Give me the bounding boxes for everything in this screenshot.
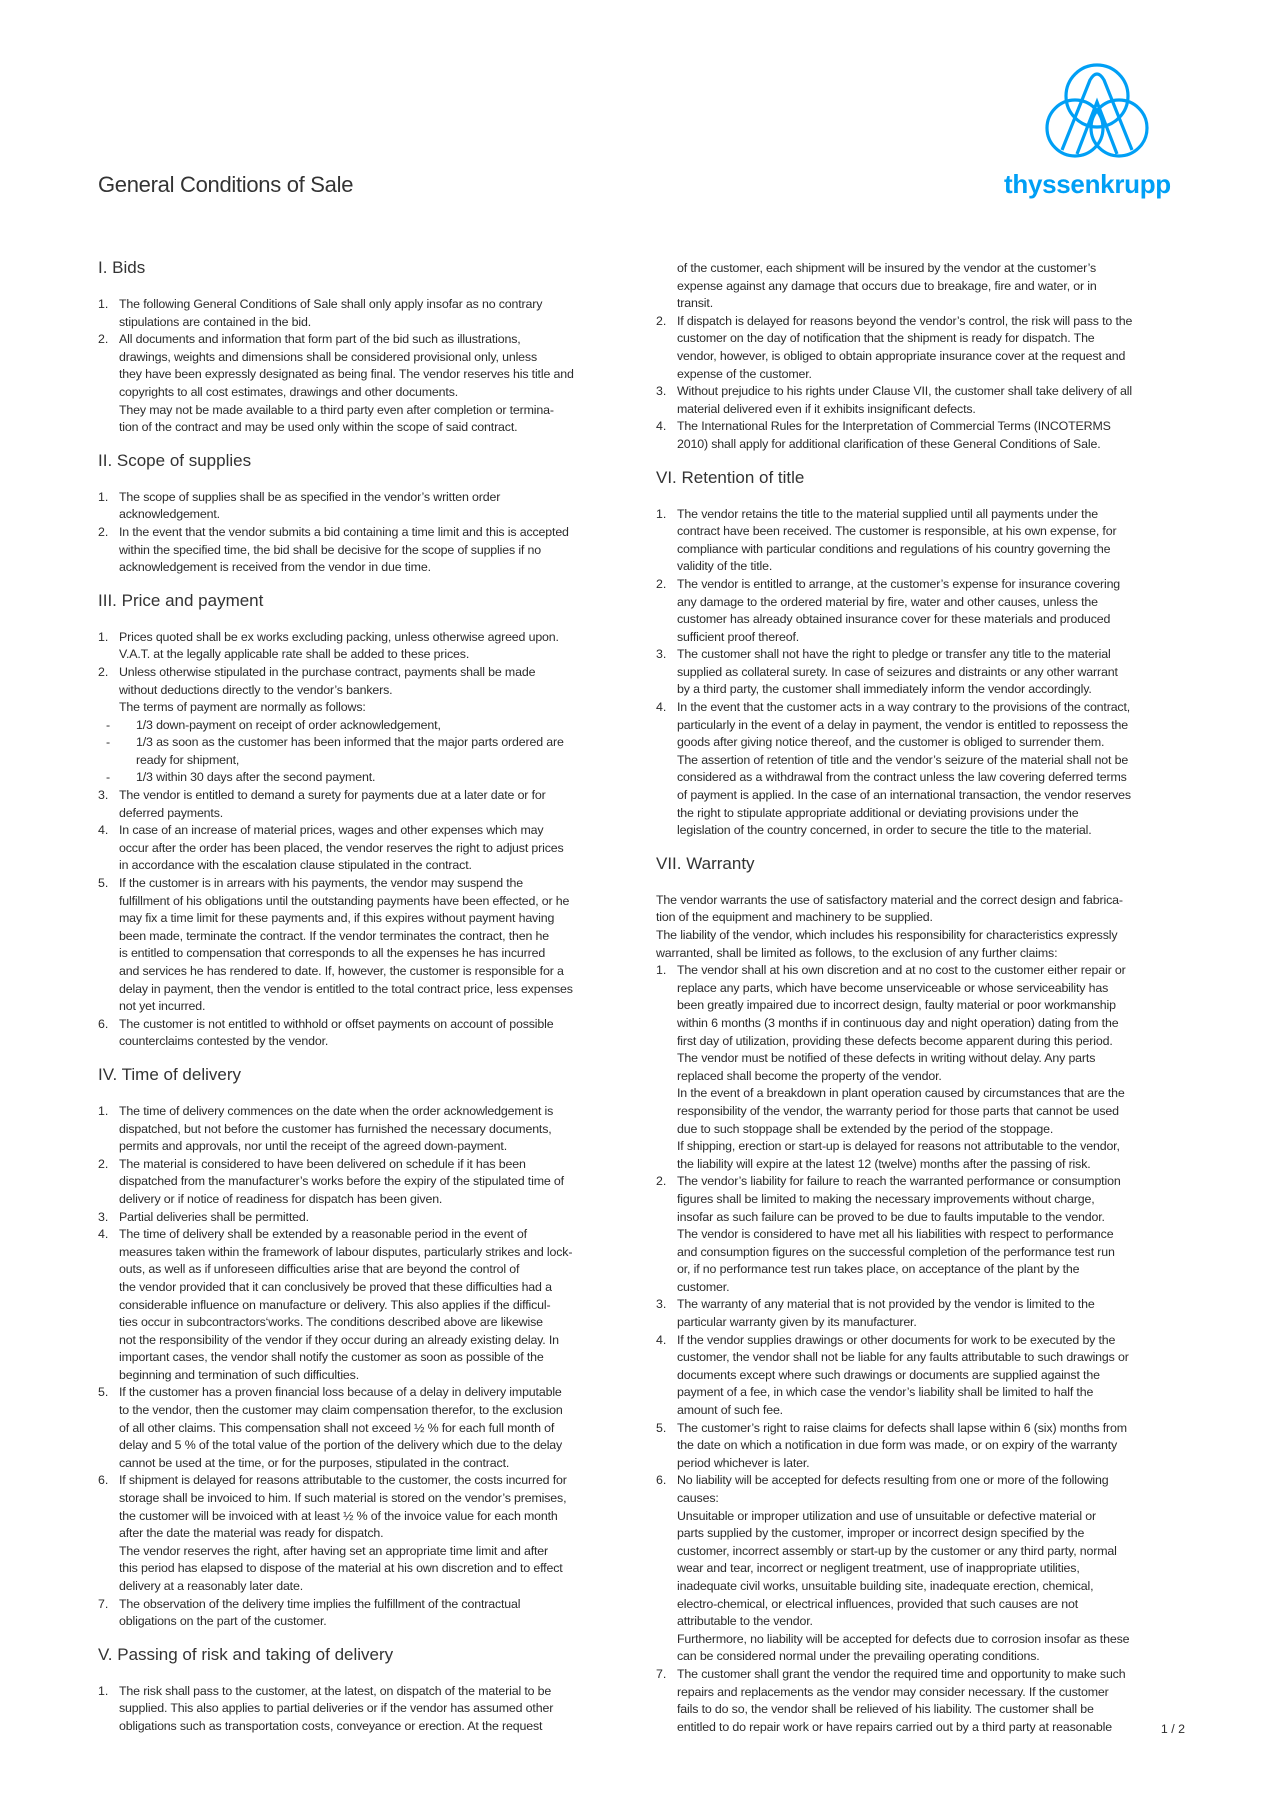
clause-number: 1. <box>98 297 109 311</box>
text-line: been greatly impaired due to incorrect design, faulty material or poor workmanship <box>677 998 1116 1013</box>
logo-wordmark: thyssenkrupp <box>1004 169 1171 199</box>
clause-number: 2. <box>656 576 667 591</box>
text-line: dispatched from the manufacturer’s works before the expiry of the stipulated time of <box>119 1174 564 1189</box>
text-line: They may not be made available to a third party even after completion or termina- <box>119 402 554 417</box>
numbered-clause <box>98 664 658 717</box>
text-line: The following General Conditions of Sale shall only apply insofar as no contrary <box>119 297 543 311</box>
text-line: electro-chemical, or electrical influences, provided that such causes are not <box>677 1596 1078 1611</box>
text-line: within 6 months (3 months if in continuous day and night operation) dating from the <box>677 1015 1119 1030</box>
clause-number: 1. <box>98 1103 109 1118</box>
text-line: ties occur in subcontractors‘works. The conditions described above are likewise <box>119 1315 543 1330</box>
text-line: in accordance with the escalation clause stipulated in the contract. <box>119 858 472 873</box>
numbered-clause <box>98 1384 658 1472</box>
text-line: not yet incurred. <box>119 999 206 1014</box>
text-line: validity of the title. <box>677 559 773 574</box>
bullet-dash: - <box>106 717 111 732</box>
bullet-dash: - <box>106 735 111 750</box>
clause-number: 4. <box>98 823 109 838</box>
clause-number: 1. <box>98 1683 109 1698</box>
text-line: and consumption figures on the successful completion of the performance test run <box>677 1244 1115 1259</box>
text-line: The International Rules for the Interpretation of Commercial Terms (INCOTERMS <box>677 419 1111 434</box>
text-line: The warranty of any material that is not provided by the vendor is limited to the <box>677 1297 1095 1312</box>
text-line: obligations on the part of the customer. <box>119 1614 327 1629</box>
text-line: outs, as well as if unforeseen difficulties arise that are beyond the control of <box>119 1262 520 1277</box>
text-line: Without prejudice to his rights under Clause VII, the customer shall take delivery of all <box>677 384 1132 399</box>
text-line: parts supplied by the customer, improper or incorrect design specified by the <box>677 1526 1085 1541</box>
text-line: may fix a time limit for these payments and, if this expires without payment having <box>119 911 555 926</box>
clause-number: 6. <box>98 1473 109 1488</box>
sub-list-item <box>98 734 658 769</box>
text-line: vendor, however, is obliged to obtain appropriate insurance cover at the request and <box>677 348 1126 363</box>
text-line: 2010) shall apply for additional clarification of these General Conditions of Sale. <box>677 436 1101 451</box>
text-line: attributable to the vendor. <box>677 1614 813 1629</box>
text-line: No liability will be accepted for defects resulting from one or more of the following <box>677 1473 1109 1488</box>
text-line: The vendor retains the title to the material supplied until all payments under the <box>677 506 1098 521</box>
numbered-clause <box>98 296 658 331</box>
text-line: The customer is not entitled to withhold or offset payments on account of possible <box>119 1016 554 1031</box>
numbered-clause <box>656 576 1216 646</box>
text-line: any damage to the ordered material by fire, water and other causes, unless the <box>677 594 1098 609</box>
numbered-clause <box>98 822 658 875</box>
text-line: considerable influence on manufacture or delivery. This also applies if the difficul- <box>119 1297 551 1312</box>
text-line: payment of a fee, in which case the vendor’s liability shall be limited to half the <box>677 1385 1094 1400</box>
text-line: within the specified time, the bid shall be decisive for the scope of supplies if no <box>119 542 542 557</box>
text-line: warranted, shall be limited as follows, to the exclusion of any further claims: <box>656 945 1058 960</box>
numbered-clause <box>98 1103 658 1156</box>
text-line: compliance with particular conditions and regulations of his country governing the <box>677 541 1111 556</box>
clause-number: 1. <box>98 629 109 644</box>
numbered-clause <box>98 1226 658 1384</box>
text-line: permits and approvals, nor until the receipt of the agreed down-payment. <box>119 1139 507 1154</box>
text-line: and services he has rendered to date. If, however, the customer is responsible for a <box>119 964 564 978</box>
text-line: the liability will expire at the latest 12 (twelve) months after the passing of risk. <box>677 1156 1091 1171</box>
text-line: of the customer, each shipment will be insured by the vendor at the customer’s <box>677 261 1096 275</box>
text-line: documents except where such drawings or documents are supplied against the <box>677 1367 1100 1382</box>
numbered-clause <box>656 1296 1216 1331</box>
text-line: is entitled to compensation that corresponds to all the expenses he has incurred <box>119 946 546 961</box>
clause-number: 7. <box>98 1596 109 1611</box>
text-line: The time of delivery shall be extended by a reasonable period in the event of <box>119 1227 527 1242</box>
text-line: The vendor must be notified of these defects in writing without delay. Any parts <box>677 1051 1096 1066</box>
text-line: important cases, the vendor shall notify the customer as soon as possible of the <box>119 1350 544 1365</box>
text-line: V.A.T. at the legally applicable rate shall be added to these prices. <box>119 647 470 662</box>
text-line: copyrights to all cost estimates, drawings and other documents. <box>119 384 459 399</box>
text-line: customer. <box>677 1279 730 1294</box>
text-line: customer, the vendor shall not be liable for any faults attributable to such drawings or <box>677 1350 1129 1365</box>
text-line: The liability of the vendor, which includes his responsibility for characteristics expressly <box>656 928 1118 942</box>
text-line: due to such stoppage shall be extended by the period of the stoppage. <box>677 1121 1054 1136</box>
numbered-clause <box>656 260 1216 313</box>
text-line: In the event that the vendor submits a bid containing a time limit and this is accepted <box>119 524 569 539</box>
text-line: The vendor shall at his own discretion and at no cost to the customer either repair or <box>677 963 1126 978</box>
text-line: considered as a withdrawal from the contract unless the law covering deferred terms <box>677 770 1127 785</box>
text-line: The vendor is considered to have met all his liabilities with respect to performance <box>677 1227 1114 1242</box>
numbered-clause <box>656 506 1216 576</box>
clause-number: 3. <box>98 1209 109 1224</box>
text-line: responsibility of the vendor, the warranty period for those parts that cannot be used <box>677 1103 1119 1118</box>
text-line: The customer shall grant the vendor the required time and opportunity to make such <box>677 1666 1126 1681</box>
text-line: goods after giving notice thereof, and the customer is obliged to surrender them. <box>677 735 1105 750</box>
clause-number: 5. <box>98 1385 109 1400</box>
clause-number: 3. <box>98 788 109 803</box>
section-heading: II. Scope of supplies <box>98 450 252 470</box>
numbered-clause <box>98 1596 658 1631</box>
bullet-dash: - <box>106 770 111 785</box>
text-line: 1/3 within 30 days after the second payment. <box>136 770 376 785</box>
text-line: acknowledgement. <box>119 507 220 522</box>
text-line: customer has already obtained insurance cover for these materials and produced <box>677 612 1111 627</box>
text-line: been made, terminate the contract. If the vendor terminates the contract, then he <box>119 928 550 943</box>
text-line: Furthermore, no liability will be accepted for defects due to corrosion insofar as these <box>677 1631 1130 1646</box>
numbered-clause <box>656 383 1216 418</box>
text-line: In the event of a breakdown in plant operation caused by circumstances that are the <box>677 1086 1125 1101</box>
text-line: figures shall be limited to making the necessary improvements without charge, <box>677 1191 1095 1206</box>
text-line: dispatched, but not before the customer has furnished the necessary documents, <box>119 1121 552 1136</box>
clause-number: 4. <box>656 700 667 715</box>
text-line: by a third party, the customer shall immediately inform the vendor accordingly. <box>677 682 1092 697</box>
clause-number: 5. <box>656 1420 667 1435</box>
text-line: The customer shall not have the right to pledge or transfer any title to the material <box>677 647 1111 662</box>
section-heading: III. Price and payment <box>98 590 264 610</box>
text-line: delivery or if notice of readiness for dispatch has been given. <box>119 1191 443 1206</box>
numbered-clause <box>98 1209 658 1227</box>
numbered-clause <box>98 1156 658 1209</box>
text-line: counterclaims contested by the vendor. <box>119 1034 329 1049</box>
text-line: drawings, weights and dimensions shall be considered provisional only, unless <box>119 349 538 364</box>
clause-number: 3. <box>656 1297 667 1312</box>
text-line: delay and 5 % of the total value of the portion of the delivery which due to the delay <box>119 1438 563 1453</box>
text-line: customer, incorrect assembly or start-up by the customer or any third party, normal <box>677 1543 1117 1558</box>
section-heading: IV. Time of delivery <box>98 1064 241 1084</box>
text-line: delay in payment, then the vendor is entitled to the total contract price, less expenses <box>119 981 573 996</box>
text-line: the date on which a notification in due form was made, or on expiry of the warranty <box>677 1438 1118 1453</box>
text-line: Unsuitable or improper utilization and use of unsuitable or defective material or <box>677 1508 1096 1523</box>
text-line: 1/3 down-payment on receipt of order acknowledgement, <box>136 717 441 732</box>
text-line: occur after the order has been placed, the vendor reserves the right to adjust prices <box>119 840 564 855</box>
text-line: of all other claims. This compensation shall not exceed ½ % for each full month of <box>119 1420 555 1435</box>
text-line: insofar as such failure can be proved to be due to faults imputable to the vendor. <box>677 1209 1105 1224</box>
text-line: storage shall be invoiced to him. If such material is stored on the vendor’s premises, <box>119 1491 567 1506</box>
numbered-clause <box>656 699 1216 840</box>
text-line: contract have been received. The customer is responsible, at his own expense, for <box>677 524 1117 539</box>
page-number: 1 / 2 <box>1160 1722 1185 1736</box>
right-column <box>656 260 1216 1736</box>
text-line: inadequate civil works, unsuitable building site, inadequate erection, chemical, <box>677 1578 1094 1593</box>
text-line: Unless otherwise stipulated in the purchase contract, payments shall be made <box>119 664 536 679</box>
numbered-clause <box>656 1666 1216 1736</box>
numbered-clause <box>656 313 1216 383</box>
sub-list-item <box>98 717 658 735</box>
clause-number: 2. <box>656 1174 667 1189</box>
text-line: or, if no performance test run takes place, on acceptance of the plant by the <box>677 1262 1080 1277</box>
text-line: stipulations are contained in the bid. <box>119 314 311 329</box>
text-line: All documents and information that form part of the bid such as illustrations, <box>119 332 521 347</box>
clause-number: 7. <box>656 1666 667 1681</box>
text-line: they have been expressly designated as being final. The vendor reserves his title and <box>119 367 574 382</box>
text-line: can be considered normal under the prevailing operating conditions. <box>677 1649 1040 1664</box>
text-line: delivery at a reasonably later date. <box>119 1579 304 1593</box>
numbered-clause <box>98 875 658 1016</box>
clause-number: 1. <box>98 489 109 504</box>
numbered-clause <box>656 646 1216 699</box>
text-line: not the responsibility of the vendor if they occur during an already existing delay. In <box>119 1332 559 1347</box>
numbered-clause <box>656 962 1216 1173</box>
text-line: first day of utilization, providing these defects become apparent during this period. <box>677 1033 1113 1048</box>
text-line: The observation of the delivery time implies the fulfillment of the contractual <box>119 1596 521 1611</box>
sub-list-item <box>98 769 658 787</box>
numbered-clause <box>98 1683 658 1736</box>
text-line: to the vendor, then the customer may claim compensation therefor, to the exclusion <box>119 1403 563 1418</box>
text-line: legislation of the country concerned, in order to secure the title to the material. <box>677 823 1092 838</box>
text-line: The time of delivery commences on the date when the order acknowledgement is <box>119 1103 554 1118</box>
text-line: amount of such fee. <box>677 1403 783 1418</box>
clause-number: 6. <box>98 1016 109 1031</box>
text-line: The assertion of retention of title and the vendor’s seizure of the material shall not be <box>677 752 1129 767</box>
numbered-clause <box>98 489 658 524</box>
text-line: after the date the material was ready for dispatch. <box>119 1526 384 1541</box>
text-line: obligations such as transportation costs, conveyance or erection. At the request <box>119 1718 543 1733</box>
text-line: replace any parts, which have become unserviceable or whose serviceability has <box>677 980 1109 995</box>
text-line: expense of the customer. <box>677 366 812 381</box>
clause-number: 6. <box>656 1473 667 1488</box>
clause-number: 3. <box>656 647 667 662</box>
text-line: beginning and termination of such difficulties. <box>119 1367 360 1382</box>
text-line: The risk shall pass to the customer, at the latest, on dispatch of the material to be <box>119 1683 552 1698</box>
clause-number: 1. <box>656 963 667 978</box>
text-line: of payment is applied. In the case of an international transaction, the vendor reserves <box>677 788 1131 803</box>
text-line: The material is considered to have been delivered on schedule if it has been <box>119 1156 526 1171</box>
text-line: supplied as collateral surety. In case of seizures and distraints or any other warrant <box>677 664 1118 679</box>
text-line: without deductions directly to the vendor’s bankers. <box>119 682 393 697</box>
section-heading: I. Bids <box>98 258 146 277</box>
text-line: 1/3 as soon as the customer has been informed that the major parts ordered are <box>136 735 564 750</box>
text-line: The vendor warrants the use of satisfactory material and the correct design and fabrica- <box>656 892 1123 907</box>
text-line: this period has elapsed to dispose of the material at his own discretion and to effect <box>119 1561 563 1576</box>
numbered-clause <box>98 1472 658 1595</box>
text-line: If the customer has a proven financial loss because of a delay in delivery imputable <box>119 1385 562 1400</box>
text-line: The vendor is entitled to demand a surety for payments due at a later date or for <box>119 788 546 803</box>
document-title: General Conditions of Sale <box>98 172 354 197</box>
section-heading: V. Passing of risk and taking of delivery <box>98 1644 394 1664</box>
text-line: fulfillment of his obligations until the outstanding payments have been effected, or he <box>119 893 570 908</box>
numbered-clause <box>656 1332 1216 1420</box>
clause-number: 3. <box>656 384 667 399</box>
text-line: If shipping, erection or start-up is delayed for reasons not attributable to the vendor, <box>677 1139 1120 1154</box>
numbered-clause <box>98 787 658 822</box>
text-line: ready for shipment, <box>136 752 240 767</box>
text-line: the right to stipulate appropriate additional or deviating provisions under the <box>677 805 1079 820</box>
text-line: tion of the equipment and machinery to be supplied. <box>656 910 933 925</box>
paragraph <box>656 892 1216 962</box>
section-heading: VII. Warranty <box>656 853 755 873</box>
text-line: measures taken within the framework of labour disputes, particularly strikes and lock- <box>119 1244 573 1259</box>
clause-number: 2. <box>98 332 109 347</box>
text-line: The customer’s right to raise claims for defects shall lapse within 6 (six) months from <box>677 1420 1127 1435</box>
text-line: the customer will be invoiced with at least ½ % of the invoice value for each month <box>119 1508 558 1523</box>
numbered-clause <box>656 1173 1216 1296</box>
numbered-clause <box>656 418 1216 453</box>
text-line: In the event that the customer acts in a way contrary to the provisions of the contract, <box>677 700 1131 715</box>
section-heading: VI. Retention of title <box>656 467 805 487</box>
text-line: fails to do so, the vendor shall be relieved of his liability. The customer shall be <box>677 1702 1094 1717</box>
text-line: The scope of supplies shall be as specified in the vendor’s written order <box>119 489 501 504</box>
numbered-clause <box>98 629 658 664</box>
clause-number: 4. <box>656 1332 667 1347</box>
clause-number: 2. <box>98 524 109 539</box>
clause-number: 1. <box>656 506 667 521</box>
text-line: If shipment is delayed for reasons attributable to the customer, the costs incurred for <box>119 1473 567 1488</box>
text-line: replaced shall become the property of the vendor. <box>677 1068 942 1083</box>
text-line: particularly in the event of a delay in payment, the vendor is entitled to repossess the <box>677 717 1129 732</box>
text-line: The vendor reserves the right, after having set an appropriate time limit and after <box>119 1543 549 1558</box>
text-line: cannot be used at the time, or for the purposes, stipulated in the contract. <box>119 1455 510 1470</box>
left-column <box>98 257 658 1736</box>
text-line: particular warranty given by its manufacturer. <box>677 1315 917 1330</box>
text-line: material delivered even if it exhibits insignificant defects. <box>677 401 976 416</box>
clause-number: 4. <box>98 1227 109 1242</box>
text-line: Prices quoted shall be ex works excluding packing, unless otherwise agreed upon. <box>119 629 559 644</box>
text-line: The vendor’s liability for failure to reach the warranted performance or consumption <box>677 1174 1121 1189</box>
text-line: The vendor is entitled to arrange, at the customer’s expense for insurance covering <box>677 576 1121 591</box>
text-line: If dispatch is delayed for reasons beyond the vendor’s control, the risk will pass to the <box>677 313 1133 328</box>
text-line: sufficient proof thereof. <box>677 629 800 644</box>
text-line: entitled to do repair work or have repairs carried out by a third party at reasonable <box>677 1719 1112 1734</box>
text-line: repairs and replacements as the vendor may consider necessary. If the customer <box>677 1684 1109 1699</box>
text-line: In case of an increase of material prices, wages and other expenses which may <box>119 823 544 838</box>
text-line: Partial deliveries shall be permitted. <box>119 1209 309 1224</box>
clause-number: 5. <box>98 876 109 891</box>
text-line: the vendor provided that it can conclusively be proved that these difficulties had a <box>119 1279 552 1294</box>
text-line: tion of the contract and may be used only within the scope of said contract. <box>119 420 518 435</box>
text-line: causes: <box>677 1491 719 1505</box>
numbered-clause <box>98 1016 658 1051</box>
clause-number: 2. <box>656 313 667 328</box>
text-line: period whichever is later. <box>677 1455 810 1470</box>
text-line: If the vendor supplies drawings or other documents for work to be executed by the <box>677 1332 1116 1347</box>
clause-number: 2. <box>98 664 109 679</box>
text-line: If the customer is in arrears with his payments, the vendor may suspend the <box>119 876 524 891</box>
text-line: acknowledgement is received from the vendor in due time. <box>119 560 431 575</box>
numbered-clause <box>98 331 658 437</box>
text-line: expense against any damage that occurs due to breakage, fire and water, or in <box>677 278 1097 293</box>
clause-number: 2. <box>98 1156 109 1171</box>
text-line: The terms of payment are normally as follows: <box>119 700 366 715</box>
numbered-clause <box>656 1420 1216 1473</box>
numbered-clause <box>656 1472 1216 1666</box>
text-line: transit. <box>677 296 713 311</box>
numbered-clause <box>98 524 658 577</box>
text-line: supplied. This also applies to partial deliveries or if the vendor has assumed other <box>119 1701 554 1716</box>
text-line: wear and tear, incorrect or negligent treatment, use of inappropriate utilities, <box>677 1561 1080 1576</box>
text-line: deferred payments. <box>119 805 224 820</box>
text-line: customer on the day of notification that the shipment is ready for dispatch. The <box>677 331 1095 346</box>
clause-number: 4. <box>656 419 667 434</box>
